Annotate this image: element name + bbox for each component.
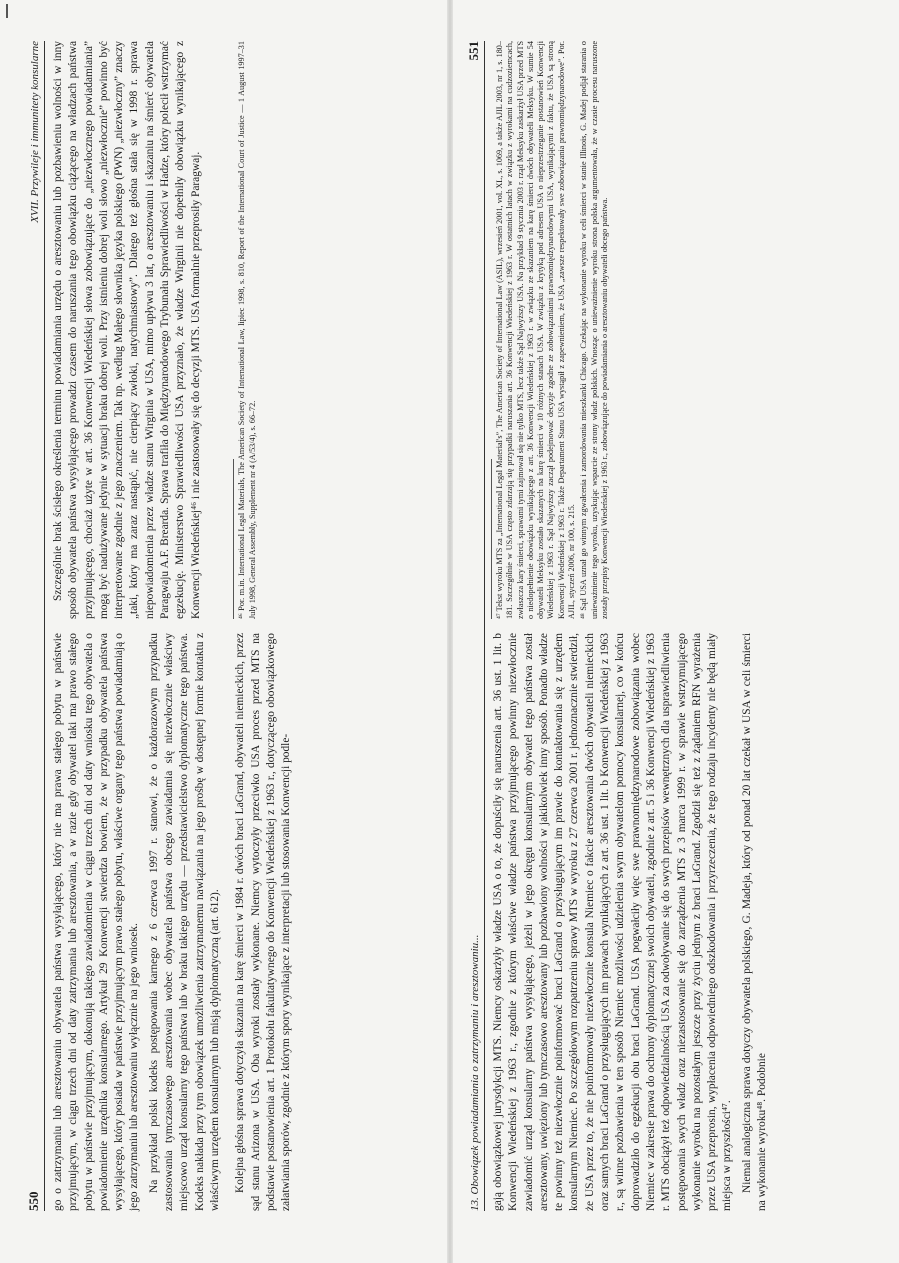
right-running-head: 13. Obowiązek powiadamiania o zatrzymaniu i aresztowaniu... bbox=[469, 934, 481, 1211]
footnote: ⁴⁷ Tekst wyroku MTS za „International Legal Material's”, The American Society of International Law (ASIL), wrzesień 2001, vol. XL, s. 1069, a także AJIL 2003, nr 1, s. 180–181. Szczególnie w USA często zdarzają się przypadki naruszania art. 36 Konwencji Wiedeńskiej z 1963 r. W ostatnich latach w związku z wyrokami na cudzoziemcach, zwłaszcza kary śmierci, sprawami tymi zajmował się nie tylko MTS, lecz także Sąd Najwyższy USA. Na przykład 9 stycznia 2003 r. rząd Meksyku zaskarżył USA przed MTS o niedopełnienie obowiązku wynikającego z art. 36 Konwencji Wiedeńskiej z 1963 r. w związku ze skazaniem na karę śmierci dwóch obywateli Meksyku. W sumie 54 obywateli Meksyku zostało skazanych na karę śmierci w 10 różnych stanach USA. W związku z krytyką pod adresem USA o nieprzestrzeganie postanowień Konwencji Wiedeńskiej z 1963 r. Sąd Najwyższy zaczął podejmować decyzje zgodne ze zobowiązaniami prawnomiędzynarodowymi USA, wynikającymi z faktu, że USA są stroną Konwencji Wiedeńskiej z 1963 r. Także Departament Stanu USA wystąpił z zapewnieniem, że USA „zawsze respektowały swe zobowiązania prawnomiędzynarodowe”. Por. AJIL, styczeń 2006, nr 100, s. 215. bbox=[495, 41, 577, 619]
right-page-header bbox=[466, 41, 485, 1211]
paragraph: Na przykład polski kodeks postępowania karnego z 6 czerwca 1997 r. stanowi, że o każdorazowym przypadku zastosowania tymczasowego aresztowania wobec obywatela państwa obcego zawiadamia się niezwłocznie właściwy miejscowo urząd konsularny tego państwa lub w braku takiego urzędu — przedstawicielstwo dyplomatyczne tego państwa. Kodeks nakłada przy tym obowiązek umożliwienia zatrzymanemu nawiązania na jego prośbę w dostępnej formie kontaktu z właściwym urzędem konsularnym lub misją dyplomatyczną (art. 612). bbox=[147, 633, 221, 1211]
right-column-1 bbox=[491, 633, 774, 1211]
paragraph: Niemal analogiczna sprawa dotyczy obywatela polskiego, G. Madeja, który od ponad 20 lat czekał w USA w celi śmierci na wykonanie wyroku⁴⁸. Podobnie bbox=[740, 633, 769, 1211]
book-gutter bbox=[447, 0, 453, 1263]
left-column-1 bbox=[51, 633, 227, 1211]
footnote: ⁴⁸ Sąd USA uznał go winnym zgwałcenia i zamordowania mieszkanki Chicago. Czekając na wykonanie wyroku w celi śmierci w stanie Illinois, G. Madej podjął starania o unieważnienie tego wyroku, uzyskując wsparcie ze strony władz polskich. Wnosząc o unieważnienie wyroku strona polska argumentowała, że w czasie procesu naruszone zostały przepisy Konwencji Wiedeńskiej z 1963 r., zobowiązujące do powiadamiania o aresztowaniu obywateli obcego państwa. bbox=[579, 41, 609, 619]
paragraph: Kolejna głośna sprawa dotyczyła skazania na karę śmierci w 1984 r. dwóch braci LaGrand, obywateli niemieckich, przez sąd stanu Arizona w USA. Oba wyroki zostały wykonane. Niemcy wytoczyły przeciwko USA proces przed MTS na podstawie postanowienia art. 1 Protokołu fakultatywnego do Konwencji Wiedeńskiej z 1963 r., dotyczącego obowiązkowego załatwiania sporów, zgodnie z którym spory wynikające z interpretacji lub stosowania Konwencji podle- bbox=[234, 633, 293, 1211]
paragraph: Szczególnie brak ścisłego określenia terminu powiadamiania urzędu o aresztowaniu lub pozbawieniu wolności w inny sposób obywatela państwa wysyłającego prowadzi czasem do naruszania tego obowiązku ciążącego na władzach państwa przyjmującego, chociaż użyte w art. 36 Konwencji Wiedeńskiej słowa zobowiązujące do „niezwłocznego powiadamiania” mogą być nadużywane jedynie w sytuacji braku dobrej woli. Przy istnieniu dobrej woli słowo „niezwłocznie” powinno być interpretowane zgodnie z jego znaczeniem. Tak np. według Małego słownika języka polskiego (PWN) „niezwłoczny” znaczy „taki, który ma zaraz nastąpić, nie cierpiący zwłoki, natychmiastowy”. Dlatego też głośna stała się w 1998 r. sprawa niepowiadomienia przez władze stanu Wirginia w USA, mimo upływu 3 lat, o aresztowaniu i skazaniu na śmierć obywatela Paragwaju A.F. Brearda. Sprawa trafiła do Międzynarodowego Trybunału Sprawiedliwości w Hadze, który polecił wstrzymać egzekucję. Ministerstwo Sprawiedliwości USA przyznało, że władze Wirginii nie dopełniły obowiązku wynikającego z Konwencji Wiedeńskiej⁴⁶ i nie zastosowały się do decyzji MTS. USA formalnie przeprosiły Paragwaj. bbox=[52, 41, 202, 619]
footnote: ⁴⁶ Por. m.in. International Legal Materials, The American Society of International Law, lipiec 1998, s. 810, Report of the International Court of Justice — 1 August 1997–31 July 1998, General Assembly, Supplement nr 4 (A/53/4), s. 66–72. bbox=[237, 41, 257, 619]
right-page bbox=[460, 25, 865, 1225]
scan-edge-mark bbox=[6, 4, 8, 18]
paragraph: gają obowiązkowej jurysdykcji MTS. Niemcy oskarżyły władze USA o to, że dopuściły się naruszenia art. 36 ust. 1 lit. b Konwencji Wiedeńskiej z 1963 r., zgodnie z którym właściwe władze państwa przyjmującego powinny niezwłocznie zawiadomić urząd konsularny państwa wysyłającego, jeżeli w jego okręgu konsularnym obywatel tego państwa został aresztowany, uwięziony lub tymczasowo aresztowany lub pozbawiony wolności w jakikolwiek inny sposób. Ponadto władze te powinny też niezwłocznie poinformować braci LaGrand o przysługującym im prawie do kontaktowania się z urzędem konsularnym Niemiec. Po szczegółowym rozpatrzeniu sprawy MTS w wyroku z 27 czerwca 2001 r. jednoznacznie stwierdził, że USA przez to, że nie poinformowały niezwłocznie konsula Niemiec o fakcie aresztowania dwóch obywateli niemieckich oraz samych braci LaGrand o przysługujących im prawach wynikających z art. 36 ust. 1 lit. b Konwencji Wiedeńskiej z 1963 r., są winne pozbawienia w ten sposób Niemiec możliwości udzielenia swym obywatelom pomocy konsularnej, co w końcu doprowadziło do egzekucji obu braci LaGrand. USA pogwałciły więc swe prawnomiędzynarodowe zobowiązania wobec Niemiec w zakresie prawa do ochrony dyplomatycznej swoich obywateli, zgodnie z art. 5 i 36 Konwencji Wiedeńskiej z 1963 r. MTS obciążył też odpowiedzialnością USA za odwoływanie się do swych przepisów wewnętrznych dla usprawiedliwienia postępowania swych władz oraz niezastosowanie się do zarządzenia MTS z 3 marca 1999 r. w sprawie wstrzymującego wykonanie wyroku na pozostałym jeszcze przy życiu jednym z braci LaGrand. Zgodził się też z żądaniem RFN wyrażenia przez USA przeprosin, wypłacenia odpowiedniego odszkodowania i przyrzeczenia, że tego rodzaju incydenty nie będą miały miejsca w przyszłości⁴⁷. bbox=[492, 633, 734, 1211]
left-footnotes bbox=[233, 41, 298, 619]
right-page-number: 551 bbox=[466, 41, 481, 61]
left-column-3 bbox=[233, 633, 298, 1211]
paragraph: go o zatrzymaniu lub aresztowaniu obywatela państwa wysyłającego, który nie ma prawa stałego pobytu w państwie przyjmującym, w ciągu trzech dni od daty zatrzymania lub aresztowania, a w razie gdy obywatel taki ma prawo stałego pobytu w państwie przyjmującym, dokonują takiego zawiadomienia w ciągu trzech dni od daty wniosku tego obywatela o powiadomienie urzędnika konsularnego. Artykuł 29 Konwencji stwierdza bowiem, że w przypadku obywatela państwa wysyłającego, który posiada w państwie przyjmującym prawo stałego pobytu, właściwe organy tego państwa powiadamiają o jego zatrzymaniu lub aresztowaniu wyłącznie na jego wniosek. bbox=[52, 633, 141, 1211]
right-footnotes bbox=[491, 41, 774, 619]
left-page-header bbox=[26, 41, 45, 1211]
left-page bbox=[20, 25, 425, 1225]
left-running-head: XVII. Przywileje i immunitety konsularne bbox=[29, 41, 41, 223]
left-column-2 bbox=[51, 41, 227, 619]
left-page-number: 550 bbox=[26, 1191, 41, 1211]
